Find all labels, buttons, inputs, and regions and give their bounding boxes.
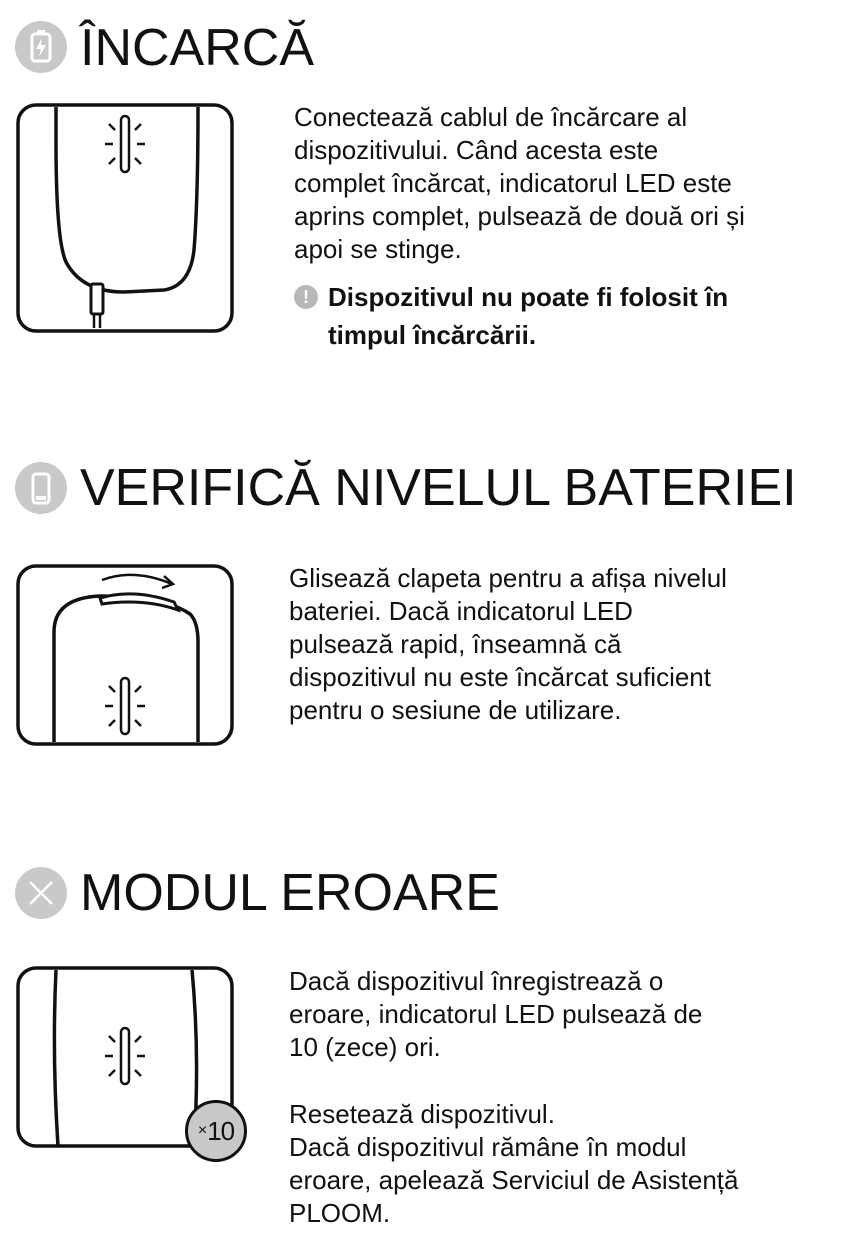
battery-icon bbox=[15, 21, 67, 73]
battery-level-instructions: Glisează clapeta pentru a afișa nivelul bateriei. Dacă indicatorul LED pulsează rapid, înseamnă că dispozitivul nu este încărcat suficient pentru o sesiune de utilizare. bbox=[289, 563, 727, 725]
exclamation-icon bbox=[294, 285, 318, 309]
pulse-count: 10 bbox=[207, 1116, 235, 1146]
section-title-charge: ÎNCARCĂ bbox=[80, 19, 315, 77]
battery-check-illustration bbox=[14, 562, 236, 748]
close-badge bbox=[15, 867, 67, 919]
exclamation-glyph: ! bbox=[303, 287, 309, 307]
error-mode-description: Dacă dispozitivul înregistrează o eroare, indicatorul LED pulsează de 10 (zece) ori. bbox=[289, 966, 703, 1062]
charge-instructions: Conectează cablul de încărcare al dispozitivului. Când acesta este complet încărcat, indicatorul LED este aprins complet, pulsează de două ori și apoi se stinge. bbox=[294, 102, 745, 264]
battery-badge bbox=[15, 21, 67, 73]
close-icon bbox=[15, 867, 67, 919]
error-mode-reset-instructions: Resetează dispozitivul. Dacă dispozitivul rămâne în modul eroare, apelează Serviciul de Asistență PLOOM. bbox=[289, 1099, 739, 1228]
device-icon bbox=[15, 462, 67, 514]
charging-illustration bbox=[14, 100, 236, 336]
pulse-count-badge bbox=[185, 1100, 247, 1162]
times-sign: × bbox=[197, 1122, 208, 1139]
section-title-battery-level: VERIFICĂ NIVELUL BATERIEI bbox=[80, 459, 797, 517]
section-title-error-mode: MODUL EROARE bbox=[80, 864, 500, 922]
device-badge bbox=[15, 462, 67, 514]
charge-warning: Dispozitivul nu poate fi folosit în timpul încărcării. bbox=[328, 282, 729, 350]
